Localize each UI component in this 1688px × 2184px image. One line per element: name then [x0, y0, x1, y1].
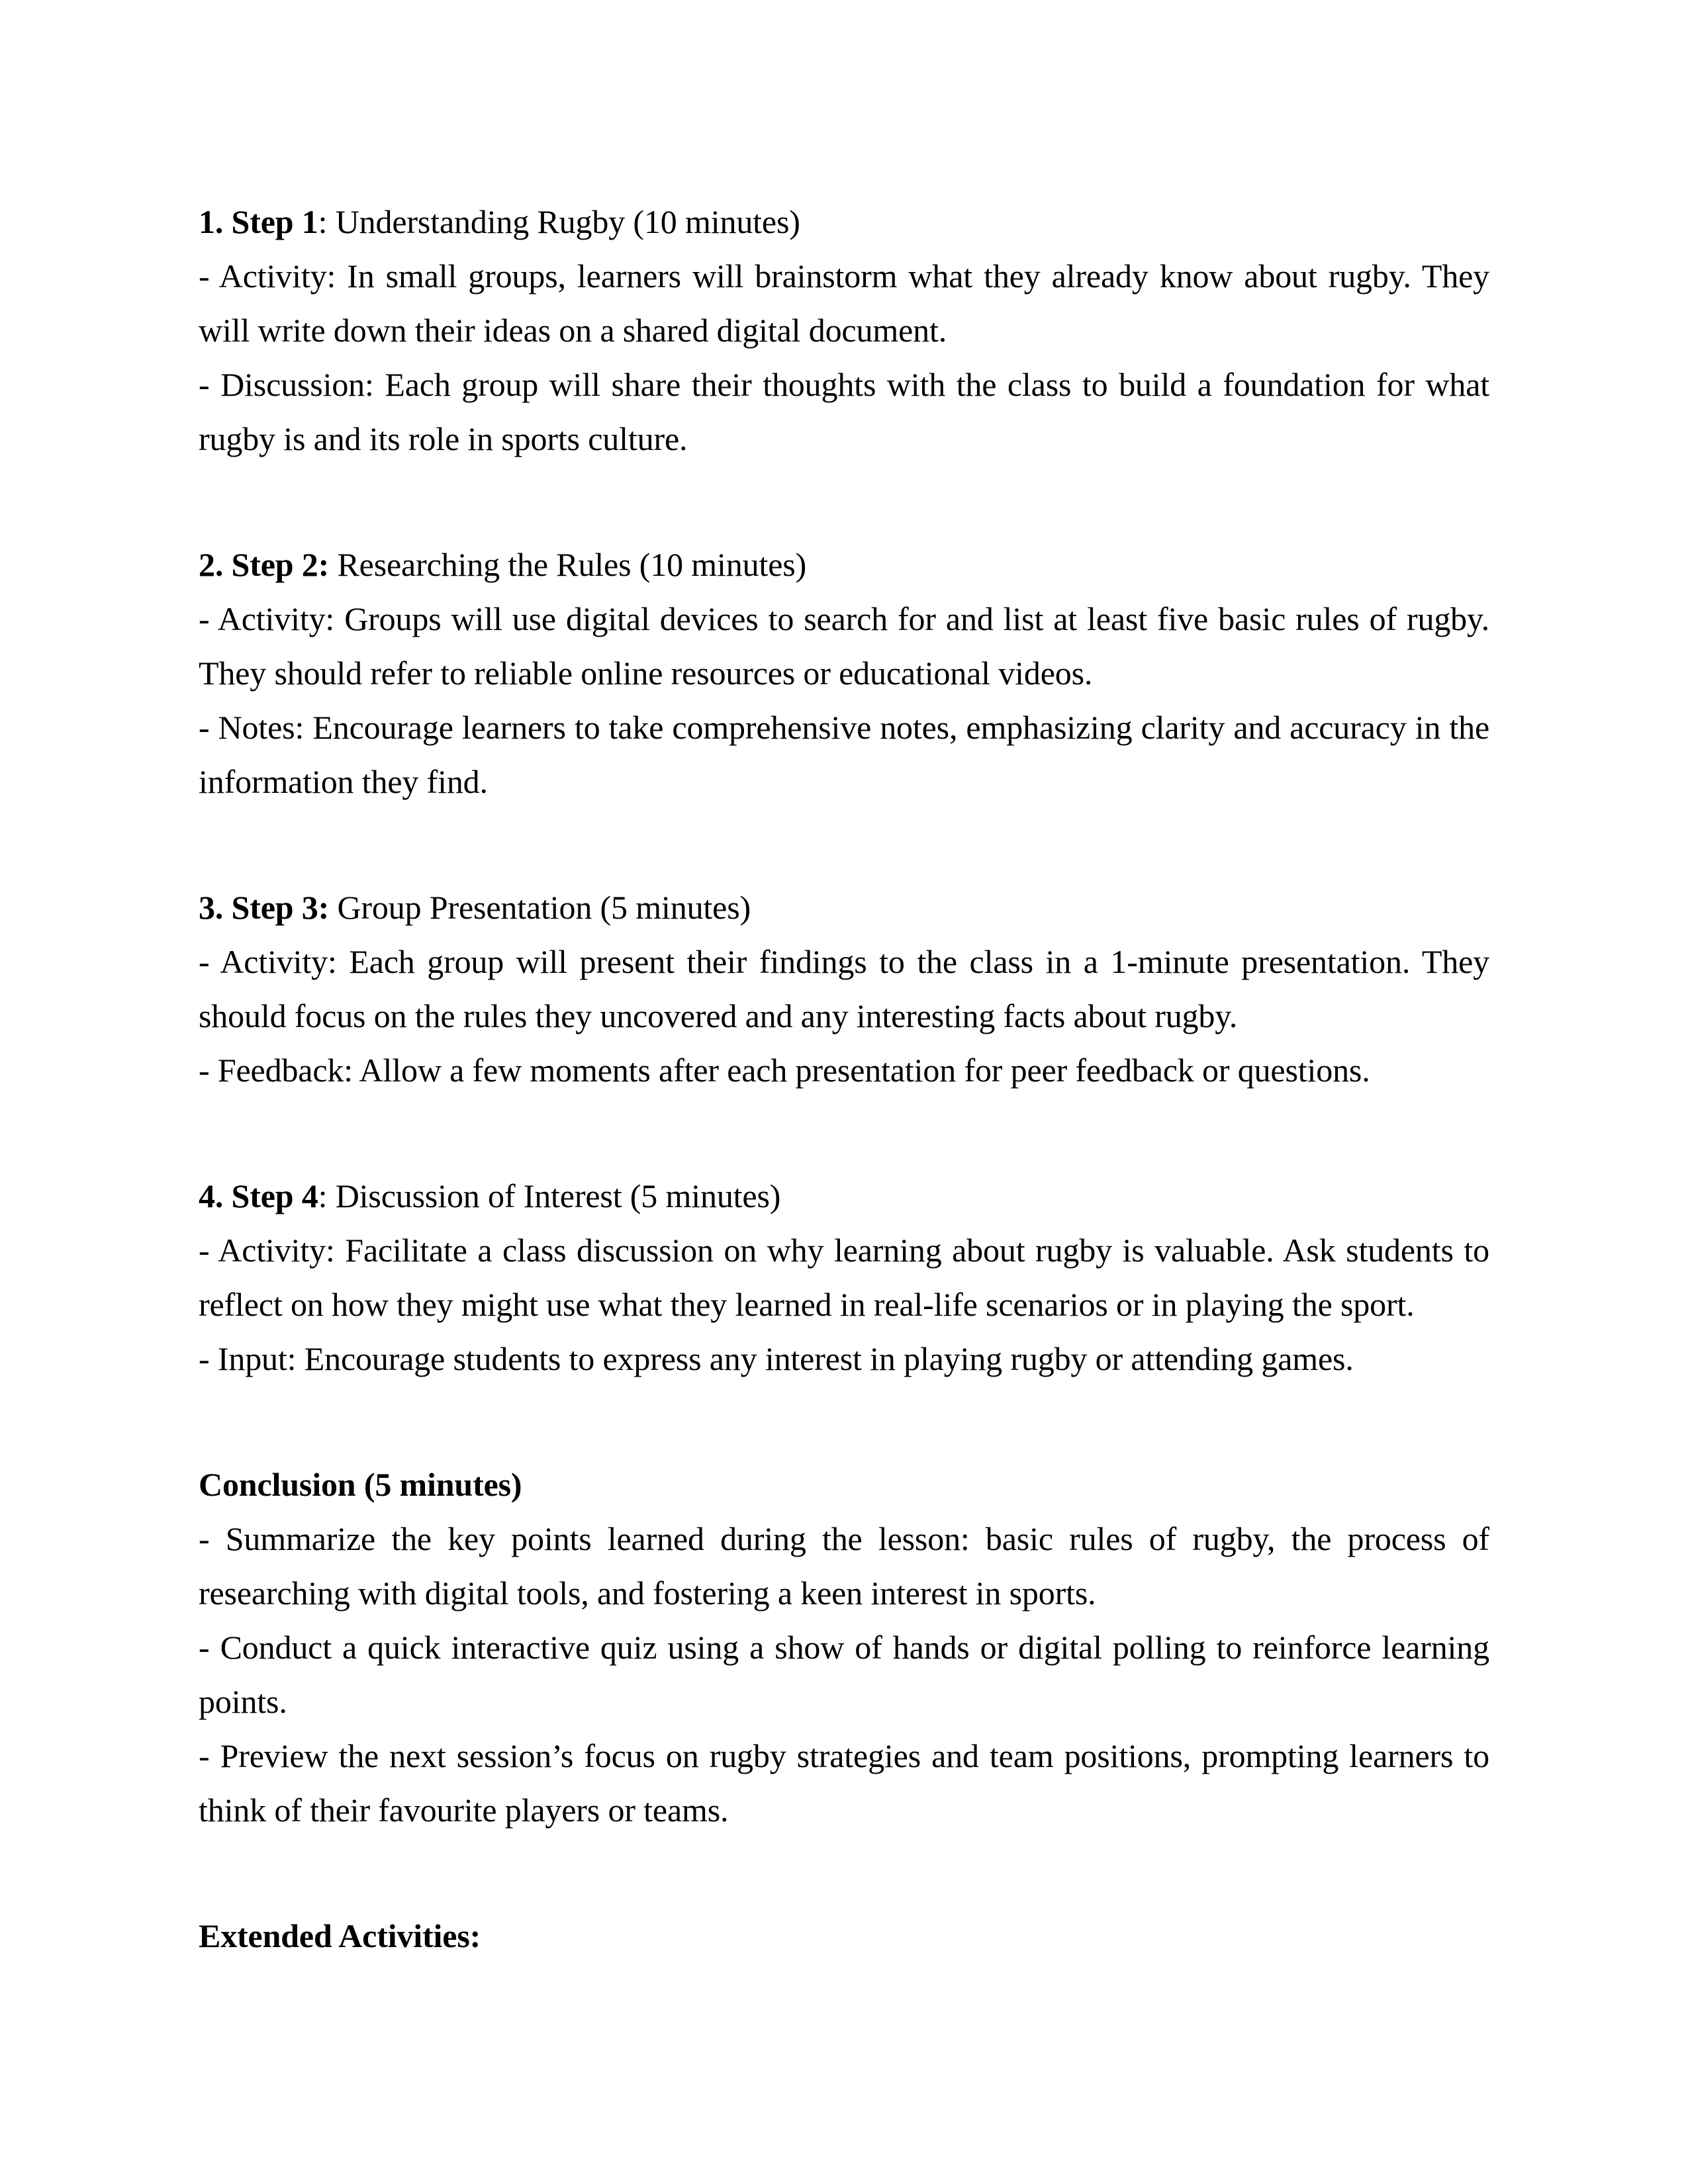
- paragraph: [199, 592, 1489, 700]
- text-line: points.: [199, 1683, 287, 1720]
- paragraph: [199, 1332, 1489, 1386]
- section-heading-bold: Extended Activities:: [199, 1917, 481, 1954]
- section-heading: [199, 1457, 1489, 1512]
- section-heading-bold: 1. Step 1: [199, 203, 318, 240]
- paragraph: [199, 1043, 1489, 1097]
- lesson-section: [199, 1457, 1489, 1837]
- section-heading: [199, 1169, 1489, 1223]
- text-line: - Activity: Groups will use digital devices to search for and list at least five basic rules of rugby.: [199, 600, 1489, 637]
- paragraph: [199, 1620, 1489, 1729]
- text-line: - Activity: In small groups, learners will brainstorm what they already know about rugby. They: [199, 257, 1489, 295]
- section-heading: [199, 880, 1489, 934]
- section-heading-bold: 4. Step 4: [199, 1177, 318, 1214]
- paragraph: [199, 934, 1489, 1043]
- paragraph: [199, 1729, 1489, 1837]
- section-heading-regular: Researching the Rules (10 minutes): [329, 546, 807, 583]
- section-heading-bold: 3. Step 3:: [199, 889, 330, 926]
- paragraph: [199, 249, 1489, 357]
- paragraph: [199, 700, 1489, 809]
- text-line: should focus on the rules they uncovered and any interesting facts about rugby.: [199, 997, 1238, 1034]
- lesson-section: [199, 195, 1489, 466]
- section-heading: [199, 537, 1489, 592]
- lesson-section: [199, 1169, 1489, 1386]
- text-line: rugby is and its role in sports culture.: [199, 420, 688, 457]
- section-heading: [199, 195, 1489, 249]
- lesson-section: [199, 1909, 1489, 1963]
- text-line: will write down their ideas on a shared digital document.: [199, 312, 947, 349]
- lesson-section: [199, 880, 1489, 1097]
- section-heading-regular: : Understanding Rugby (10 minutes): [318, 203, 800, 240]
- text-line: - Preview the next session’s focus on rugby strategies and team positions, prompting learners to: [199, 1737, 1489, 1774]
- text-line: - Activity: Facilitate a class discussion on why learning about rugby is valuable. Ask students to: [199, 1232, 1489, 1269]
- paragraph: [199, 1512, 1489, 1620]
- text-line: - Summarize the key points learned during the lesson: basic rules of rugby, the process of: [199, 1520, 1489, 1557]
- text-line: researching with digital tools, and fostering a keen interest in sports.: [199, 1574, 1096, 1612]
- text-line: think of their favourite players or teams.: [199, 1792, 729, 1829]
- text-line: - Input: Encourage students to express any interest in playing rugby or attending games.: [199, 1340, 1354, 1377]
- text-line: They should refer to reliable online resources or educational videos.: [199, 655, 1093, 692]
- section-heading-regular: : Discussion of Interest (5 minutes): [318, 1177, 781, 1214]
- text-line: information they find.: [199, 763, 488, 800]
- section-heading-bold: Conclusion (5 minutes): [199, 1466, 522, 1503]
- paragraph: [199, 357, 1489, 466]
- text-line: - Conduct a quick interactive quiz using a show of hands or digital polling to reinforce learning: [199, 1629, 1489, 1666]
- section-heading: [199, 1909, 1489, 1963]
- section-heading-bold: 2. Step 2:: [199, 546, 330, 583]
- section-heading-regular: Group Presentation (5 minutes): [329, 889, 751, 926]
- paragraph: [199, 1223, 1489, 1332]
- text-line: - Discussion: Each group will share their thoughts with the class to build a foundation for what: [199, 366, 1489, 403]
- lesson-section: [199, 537, 1489, 809]
- text-line: - Activity: Each group will present their findings to the class in a 1-minute presentation. They: [199, 943, 1489, 980]
- text-line: reflect on how they might use what they learned in real-life scenarios or in playing the sport.: [199, 1286, 1415, 1323]
- text-line: - Notes: Encourage learners to take comprehensive notes, emphasizing clarity and accuracy in the: [199, 709, 1489, 746]
- text-line: - Feedback: Allow a few moments after each presentation for peer feedback or questions.: [199, 1052, 1370, 1089]
